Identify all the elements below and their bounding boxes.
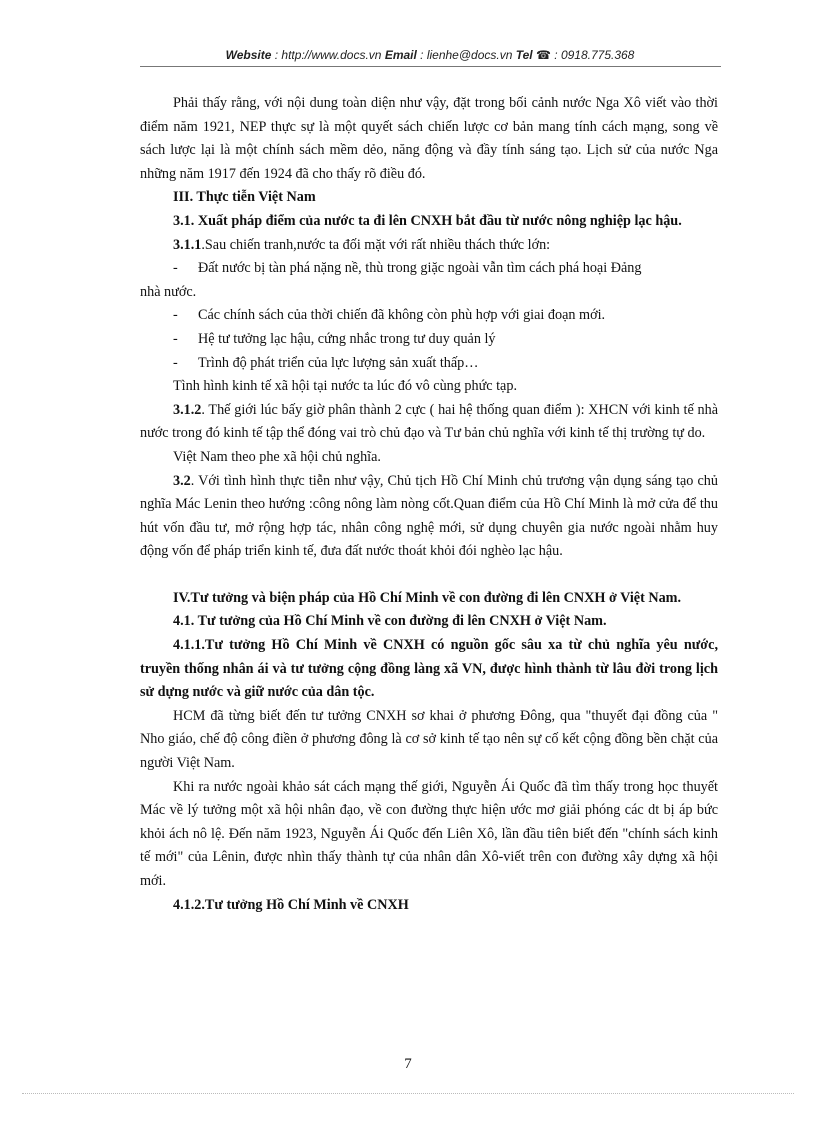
- list-item: [140, 328, 718, 352]
- text-3-1-2: . Thế giới lúc bấy giờ phân thành 2 cực ( hai hệ thống quan điểm ): XHCN với kinh tế nhà nước trong đó kinh tế tập thể đóng vai trò chủ đạo và Tư bản chủ nghĩa với kinh tế thị trường tự do.: [140, 401, 718, 442]
- list-item-text: Hệ tư tưởng lạc hậu, cứng nhắc trong tư duy quản lý: [198, 330, 496, 347]
- paragraph-nep: Phải thấy rằng, với nội dung toàn diện như vậy, đặt trong bối cảnh nước Nga Xô viết vào thời điểm năm 1921, NEP thực sự là một quyết sách chiến lược cơ bản mang tính cách mạng, song về sách lược lại là một chính sách mềm dẻo, năng động và đầy tính sáng tạo. Lịch sử của nước Nga những năm 1917 đến 1924 đã cho thấy rõ điều đó.: [140, 95, 718, 182]
- number-3-2: 3.2: [173, 472, 191, 489]
- bullet-dash: -: [173, 354, 178, 371]
- header-rule: [140, 66, 721, 67]
- list-item: [140, 352, 718, 376]
- heading-iv: IV.Tư tưởng và biện pháp của Hồ Chí Minh về con đường đi lên CNXH ở Việt Nam.: [173, 589, 682, 606]
- page-header: [140, 48, 720, 62]
- bullet-dash: -: [173, 330, 178, 347]
- paragraph-hcm: HCM đã từng biết đến tư tưởng CNXH sơ khai ở phương Đông, qua "thuyết đại đồng của " Nho giáo, chế độ công điền ở phương đông là cơ sở kinh tế tạo nên sự cố kết cộng đồng bền chặt của người Việt Nam.: [140, 707, 718, 772]
- paragraph-khi-ra-nuoc-ngoai: Khi ra nước ngoài khảo sát cách mạng thế giới, Nguyễn Ái Quốc đã tìm thấy trong học thuyết Mác về lý tưởng một xã hội nhân đạo, về con đường thực hiện ước mơ giải phóng các dt bị áp bức khỏi ách nô lệ. Đến năm 1923, Nguyễn Ái Quốc đến Liên Xô, lần đầu tiên biết đến "chính sách kinh tế mới" của Lênin, được nhìn thấy thành tự của nhân dân Xô-viết trên con đường xây dựng xã hội mới.: [140, 778, 718, 889]
- website-label: Website: [225, 48, 272, 62]
- bullet-dash: -: [173, 307, 178, 324]
- tel-value: : 0918.775.368: [550, 48, 635, 62]
- number-3-1-2: 3.1.2: [173, 401, 202, 418]
- tel-label: Tel: [515, 48, 533, 62]
- paragraph-viet-nam: Việt Nam theo phe xã hội chủ nghĩa.: [173, 448, 381, 465]
- phone-icon: ☎: [535, 48, 551, 62]
- bullet-dash: -: [173, 260, 178, 277]
- heading-iii: III. Thực tiễn Việt Nam: [173, 189, 316, 206]
- spacer: [140, 564, 718, 587]
- heading-4-1: 4.1. Tư tưởng của Hồ Chí Minh về con đường đi lên CNXH ở Việt Nam.: [173, 613, 607, 630]
- number-3-1-1: 3.1.1: [173, 236, 202, 253]
- email-label: Email: [384, 48, 417, 62]
- heading-3-1: 3.1. Xuất pháp điểm của nước ta đi lên CNXH bắt đầu từ nước nông nghiệp lạc hậu.: [173, 212, 682, 229]
- paragraph-tinh-hinh: Tình hình kinh tế xã hội tại nước ta lúc đó vô cùng phức tạp.: [173, 378, 517, 395]
- email-value: : lienhe@docs.vn: [416, 48, 516, 62]
- text-3-1-1: .Sau chiến tranh,nước ta đối mặt với rất nhiều thách thức lớn:: [201, 236, 551, 253]
- paragraph-3-1-1: [140, 234, 718, 258]
- document-body: [140, 92, 718, 917]
- list-item-text: Trình độ phát triển của lực lượng sản xuất thấp…: [198, 354, 479, 371]
- paragraph-3-1-2: [140, 399, 718, 446]
- list-item-text: Các chính sách của thời chiến đã không còn phù hợp với giai đoạn mới.: [198, 307, 606, 324]
- list-item-continuation: nhà nước.: [140, 283, 197, 300]
- page-bottom-border: [22, 1093, 794, 1094]
- list-item: [140, 304, 718, 328]
- list-item: [140, 257, 718, 281]
- heading-4-1-2: 4.1.2.Tư tưởng Hồ Chí Minh về CNXH: [173, 896, 409, 913]
- page-number: 7: [404, 1056, 412, 1072]
- heading-4-1-1: 4.1.1.Tư tưởng Hồ Chí Minh về CNXH có nguồn gốc sâu xa từ chủ nghĩa yêu nước, truyền thống nhân ái và tư tưởng cộng đồng làng xã VN, được hình thành từ lâu đời trong lịch sử dựng nước và giữ nước của dân tộc.: [140, 637, 718, 701]
- list-item-text: Đất nước bị tàn phá nặng nề, thù trong giặc ngoài vẫn tìm cách phá hoại Đảng: [198, 260, 642, 277]
- text-3-2: . Với tình hình thực tiễn như vậy, Chủ tịch Hồ Chí Minh chủ trương vận dụng sáng tạo chủ nghĩa Mác Lenin theo hướng :công nông làm nòng cốt.Quan điểm của Hồ Chí Minh là mở cửa để thu hút vốn đầu tư, mở rộng hợp tác, nhân công nghệ mới, sử dụng chuyên gia nước ngoài nhằm huy động vốn để pháp triển kinh tế, đưa đất nước thoát khỏi đói nghèo lạc hậu.: [140, 472, 718, 560]
- paragraph-3-2: [140, 470, 718, 564]
- website-value: : http://www.docs.vn: [271, 48, 385, 62]
